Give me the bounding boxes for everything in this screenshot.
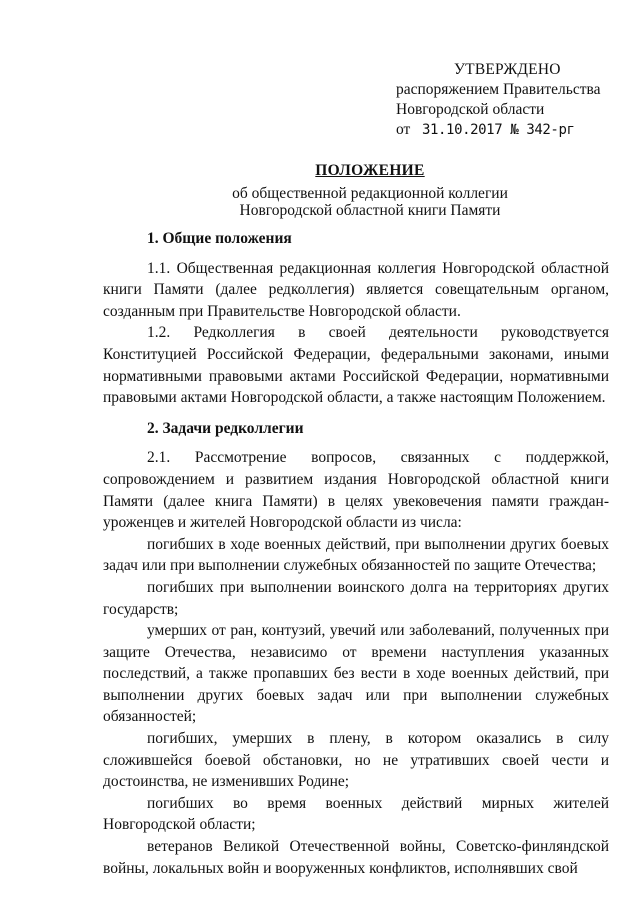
section-heading-1: 1. Общие положения [147,230,292,247]
approval-line-1: распоряжением Правительства [396,81,601,98]
approval-stamp [396,60,626,140]
paragraph-2-1: 2.1. Рассмотрение вопросов, связанных с поддержкой, сопровождением и развитием издания Новгородской областной книги Памяти (далее книга Памяти) в целях увековечения памяти граждан-уроженцев и жителей Новгородской области из числа: [103,449,609,532]
title-subtitle-2: Новгородской областной книги Памяти [239,202,501,219]
document-body [103,228,609,879]
title-subtitle-1: об общественной редакционной коллегии [232,185,508,202]
list-item-paragraph: ветеранов Великой Отечественной войны, Советско-финляндской войны, локальных войн и вооруженных конфликтов, исполнявших свой [103,838,609,877]
list-item-paragraph: погибших во время военных действий мирных жителей Новгородской области; [103,794,609,834]
list-item-paragraph: погибших в ходе военных действий, при выполнении других боевых задач или при выполнении служебных обязанностей по защите Отечества; [103,535,609,575]
approval-date-line [396,120,626,140]
list-item-paragraph: погибших при выполнении воинского долга на территориях других государств; [103,578,609,618]
approval-line-2: Новгородской области [396,101,545,118]
document-title [0,162,640,219]
approval-date-prefix: от [396,121,411,138]
title-main: ПОЛОЖЕНИЕ [315,162,425,179]
section-heading-2: 2. Задачи редколлегии [147,419,304,437]
paragraph-1-1: 1.1. Общественная редакционная коллегия Новгородской областной книги Памяти (далее редколлегия) является совещательным органом, созданным при Правительстве Новгородской области. [103,259,609,320]
approval-heading: УТВЕРЖДЕНО [454,61,561,78]
list-item-paragraph: погибших, умерших в плену, в котором оказались в силу сложившейся боевой обстановки, но не утративших своей чести и достоинства, не изменивших Родине; [103,730,609,791]
list-item-paragraph: умерших от ран, контузий, увечий или заболеваний, полученных при защите Отечества, независимо от времени наступления указанных последствий, а также пропавших без вести в ходе военных действий, при выполнении других боевых задач или при выполнении служебных обязанностей; [103,622,609,726]
paragraph-1-2: 1.2. Редколлегия в своей деятельности руководствуется Конституцией Российской Федерации, федеральными законами, иными нормативными правовыми актами Российской Федерации, нормативными правовыми актами Новгородской области, а также настоящим Положением. [103,324,609,407]
approval-date-value: 31.10.2017 № 342-рг [421,122,575,138]
